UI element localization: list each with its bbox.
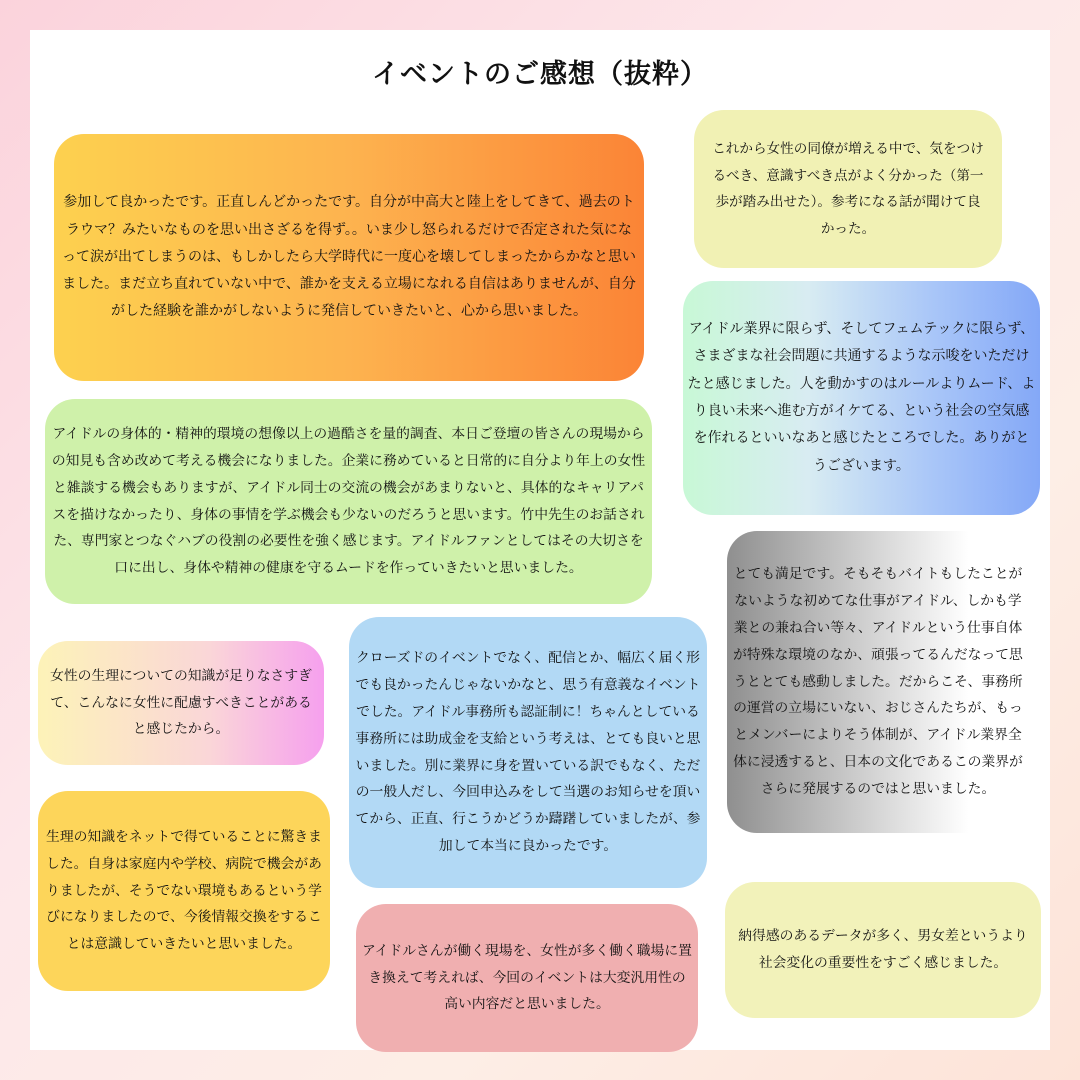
comment-text-2: これから女性の同僚が増える中で、気をつけるべき、意識すべき点がよく分かった（第一歩が踏み出せた）。参考になる話が聞けて良かった。 xyxy=(712,141,984,237)
comment-text-7: クローズドのイベントでなく、配信とか、幅広く届く形でも良かったんじゃないかなと、思う有意義なイベントでした。アイドル事務所も認証制に！ちゃんとしている事務所には助成金を支給という考えは、とても良いと思いました。別に業界に身を置いている訳でもなく、ただの一般人だし、今回申込みをして当選のお知らせを頂いてから、正直、行こうかどうか躊躇していましたが、参加して本当に良かったです。 xyxy=(355,649,701,855)
page-title: イベントのご感想（抜粋） xyxy=(372,59,708,90)
comment-card-7 xyxy=(349,617,707,888)
comment-card-10 xyxy=(725,882,1041,1018)
comment-card-5 xyxy=(727,531,1029,833)
comment-text-1: 参加して良かったです。正直しんどかったです。自分が中高大と陸上をしてきて、過去のトラウマ？みたいなものを思い出さざるを得ず。。いま少し怒られるだけで否定された気になって涙が出てしまうのは、もしかしたら大学時代に一度心を壊してしまったからかなと思いました。まだ立ち直れていない中で、誰かを支える立場になれる自信はありませんが、自分がした経験を誰かがしないように発信していきたいと、心から思いました。 xyxy=(62,194,636,320)
comment-text-5: とても満足です。そもそもバイトもしたことがないような初めてな仕事がアイドル、しかも学業との兼ね合い等々、アイドルという仕事自体が特殊な環境のなか、頑張ってるんだなって思うととても感動しました。だからこそ、事務所の運営の立場にいない、おじさんたちが、もっとメンバーによりそう体制が、アイドル業界全体に浸透すると、日本の文化であるこの業界がさらに発展するのではと思いました。 xyxy=(733,565,1023,798)
comment-card-9 xyxy=(356,904,698,1052)
comment-text-6: 女性の生理についての知識が足りなさすぎて、こんなに女性に配慮すべきことがあると感じたから。 xyxy=(50,667,312,738)
comment-card-8 xyxy=(38,791,330,991)
comment-text-4: アイドルの身体的・精神的環境の想像以上の過酷さを量的調査、本日ご登壇の皆さんの現場からの知見も含め改めて考える機会になりました。企業に務めていると日常的に自分より年上の女性と雑談する機会もありますが、アイドル同士の交流の機会があまりないと、具体的なキャリアパスを描けなかったり、身体の事情を学ぶ機会も少ないのだろうと思います。竹中先生のお話された、専門家とつなぐハブの役割の必要性を強く感じます。アイドルファンとしてはその大切さを口に出し、身体や精神の健康を守るムードを作っていきたいと思いました。 xyxy=(51,425,646,577)
comment-text-10: 納得感のあるデータが多く、男女差というより社会変化の重要性をすごく感じました。 xyxy=(738,928,1028,971)
comment-text-8: 生理の知識をネットで得ていることに驚きました。自身は家庭内や学校、病院で機会がありましたが、そうでない環境もあるという学びになりましたので、今後情報交換をすることは意識していきたいと思いました。 xyxy=(46,828,322,953)
comment-text-3: アイドル業界に限らず、そしてフェムテックに限らず、さまざまな社会問題に共通するような示唆をいただけたと感じました。人を動かすのはルールよりムード、より良い未来へ進む方がイケてる、という社会の空気感を作れるといいなあと感じたところでした。ありがとうございます。 xyxy=(687,321,1036,474)
comment-text-9: アイドルさんが働く現場を、女性が多く働く職場に置き換えて考えれば、今回のイベントは大変汎用性の高い内容だと思いました。 xyxy=(362,942,692,1013)
comment-card-1 xyxy=(54,134,644,381)
comment-card-3 xyxy=(683,281,1040,515)
comment-card-2 xyxy=(694,110,1002,268)
comment-card-4 xyxy=(45,399,652,604)
comment-card-6 xyxy=(38,641,324,765)
